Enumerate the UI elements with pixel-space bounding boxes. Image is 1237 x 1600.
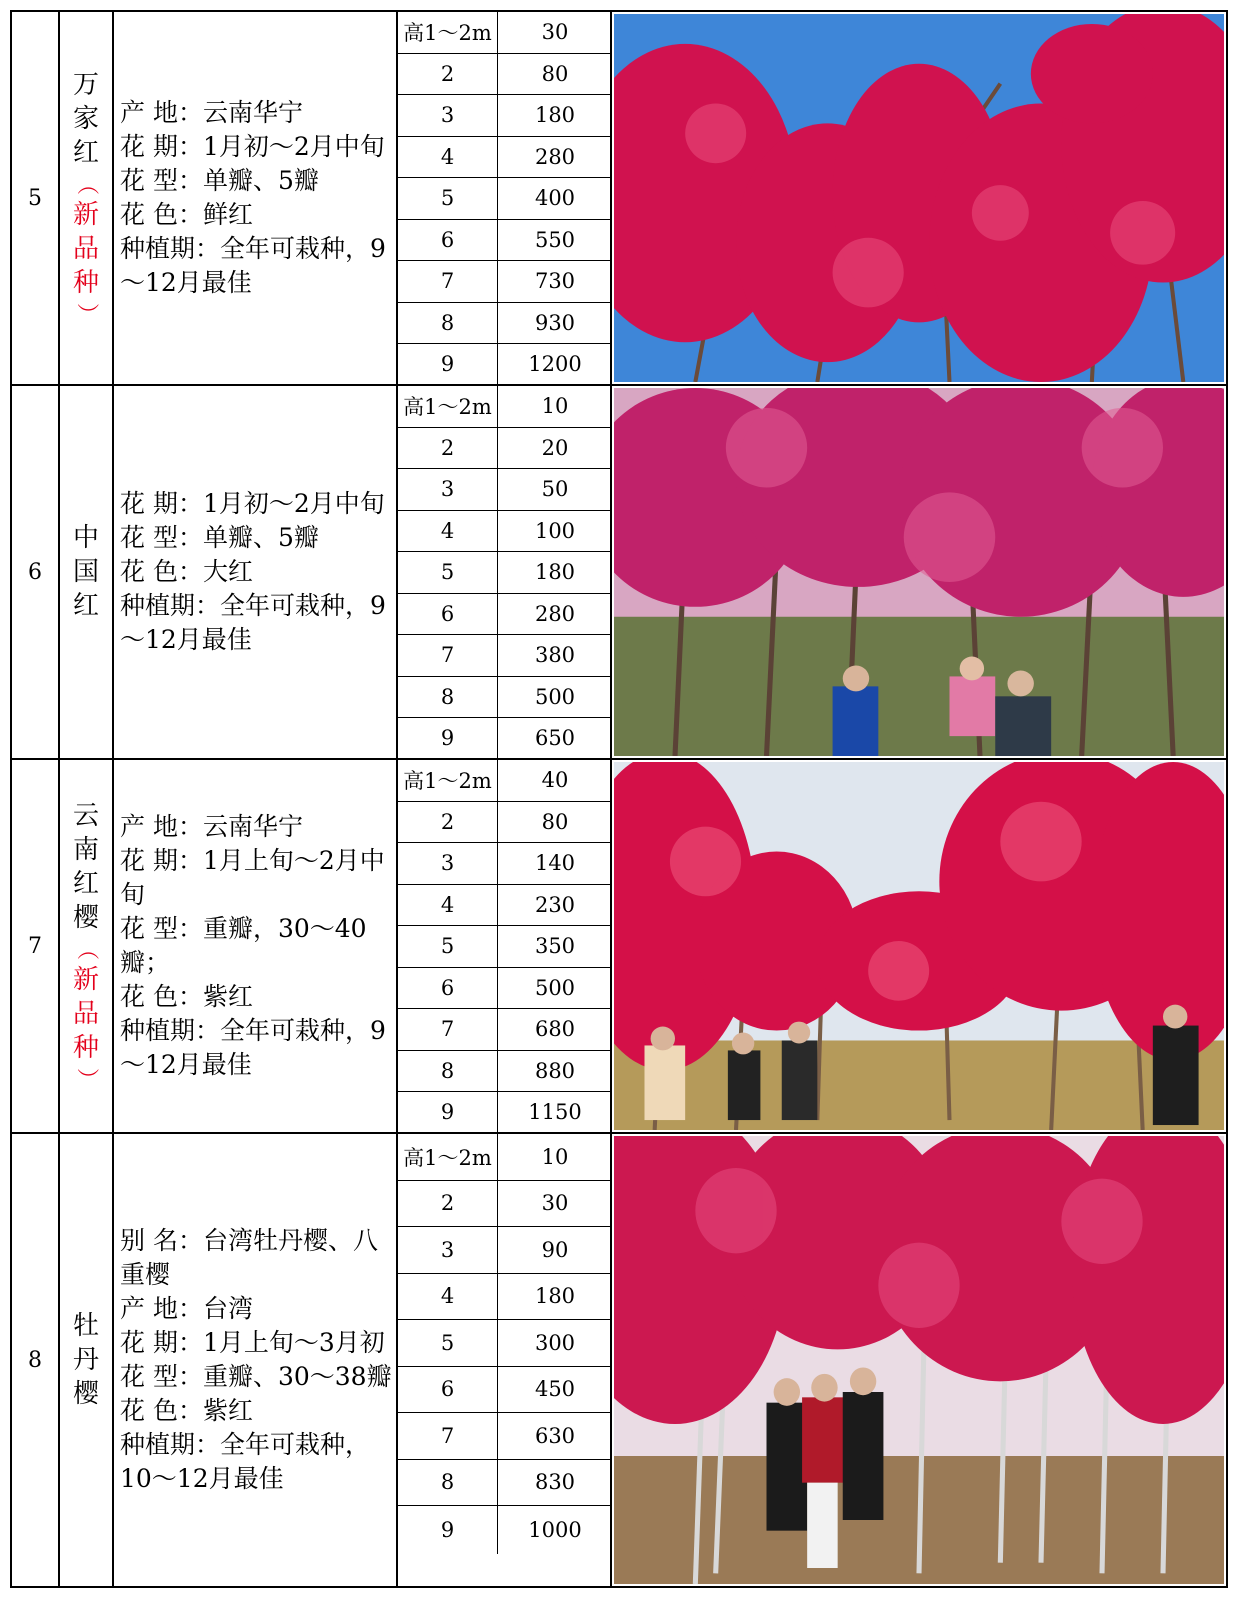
spec-row [398,635,612,677]
description [120,96,392,300]
spec-row [398,95,612,137]
variety-row [12,12,1226,386]
spec-price-grid [398,386,612,758]
spec-row [398,344,612,384]
variety-name [73,521,99,623]
price: 680 [534,1017,576,1042]
price: 880 [534,1058,576,1083]
desc-line: 产 地：台湾 [120,1294,253,1323]
price: 180 [534,1284,576,1309]
desc-line: 花 型：单瓣、5瓣 [120,166,319,195]
height-spec: 4 [398,885,498,926]
price: 280 [534,601,576,626]
variety-photo-cell [612,12,1226,384]
price: 50 [541,477,569,502]
desc-line: 花 色：紫红 [120,982,253,1011]
height-spec: 高1～2m [398,12,498,53]
cherry-orchard-photo [614,762,1224,1130]
height-spec: 3 [398,95,498,136]
row-number: 8 [12,1134,60,1586]
desc-line: 花 色：紫红 [120,1396,253,1425]
spec-row [398,1227,612,1274]
height-spec: 4 [398,1274,498,1320]
name-char: 樱 [72,1379,99,1409]
desc-line: 花 型：重瓣、30～38瓣 [120,1362,392,1391]
desc-line: 花 色：鲜红 [120,200,253,229]
spec-row [398,1506,612,1554]
description-cell [114,386,398,758]
name-char: 红 [72,869,99,899]
price: 180 [534,560,576,585]
peony-cherry-photo [614,1136,1224,1584]
desc-line: 种植期：全年可栽种，10～12月最佳 [120,1430,371,1493]
name-char: 南 [72,835,99,865]
name-char: 红 [72,138,99,168]
price: 30 [541,1191,569,1216]
price: 380 [534,643,576,668]
spec-row [398,1367,612,1414]
variety-name-cell [60,1134,114,1586]
height-spec: 9 [398,1506,498,1554]
spec-row [398,1051,612,1093]
height-spec: 8 [398,1051,498,1092]
spec-row [398,552,612,594]
height-spec: 3 [398,469,498,510]
tag-paren-close: ） [73,302,99,326]
variety-photo-cell [612,760,1226,1132]
price: 80 [541,61,569,86]
price: 1150 [528,1100,582,1124]
spec-row [398,178,612,220]
spec-price-grid [398,1134,612,1586]
height-spec: 2 [398,428,498,469]
price: 500 [534,684,576,709]
spec-row [398,303,612,345]
height-spec: 6 [398,1367,498,1413]
price: 450 [534,1377,576,1402]
cherry-tree-photo [614,14,1224,382]
height-spec: 8 [398,677,498,718]
name-char: 红 [72,591,99,621]
variety-name [73,799,99,1093]
desc-line: 花 色：大红 [120,557,253,586]
height-spec: 5 [398,178,498,219]
spec-row [398,594,612,636]
desc-line: 花 期：1月初～2月中旬 [120,489,385,518]
spec-row [398,968,612,1010]
variety-name [73,1309,99,1411]
spec-row [398,1320,612,1367]
name-char: 万 [72,70,99,100]
new-variety-tag-char: 种 [72,268,99,298]
height-spec: 高1～2m [398,1134,498,1180]
name-char: 中 [72,523,99,553]
spec-row [398,137,612,179]
name-char: 牡 [72,1311,99,1341]
spec-row [398,386,612,428]
height-spec: 4 [398,511,498,552]
spec-row [398,843,612,885]
height-spec: 9 [398,1092,498,1132]
price: 100 [534,518,576,543]
spec-row [398,677,612,719]
spec-row [398,1413,612,1460]
price: 280 [534,144,576,169]
spec-row [398,926,612,968]
height-spec: 8 [398,1460,498,1506]
desc-line: 产 地：云南华宁 [120,98,303,127]
desc-line: 别 名：台湾牡丹樱、八重樱 [120,1226,378,1289]
variety-name [73,68,99,328]
height-spec: 高1～2m [398,386,498,427]
height-spec: 6 [398,968,498,1009]
spec-row [398,760,612,802]
desc-line: 花 期：1月初～2月中旬 [120,132,385,161]
spec-row [398,261,612,303]
spec-row [398,1009,612,1051]
price: 10 [541,1144,569,1169]
height-spec: 5 [398,926,498,967]
price: 930 [534,310,576,335]
spec-row [398,1092,612,1132]
desc-line: 花 期：1月上旬～3月初 [120,1328,385,1357]
description-cell [114,760,398,1132]
height-spec: 7 [398,261,498,302]
spec-row [398,718,612,758]
spec-row [398,1134,612,1181]
description [120,810,392,1082]
variety-photo-cell [612,386,1226,758]
spec-row [398,220,612,262]
variety-row [12,386,1226,760]
height-spec: 2 [398,1181,498,1227]
height-spec: 6 [398,594,498,635]
name-char: 樱 [72,903,99,933]
spec-price-grid [398,760,612,1132]
name-char: 云 [72,801,99,831]
spec-row [398,469,612,511]
height-spec: 4 [398,137,498,178]
spec-row [398,1460,612,1507]
desc-line: 产 地：云南华宁 [120,812,303,841]
variety-row [12,760,1226,1134]
variety-row [12,1134,1226,1586]
spec-row [398,12,612,54]
description-cell [114,1134,398,1586]
cherry-grove-photo [614,388,1224,756]
height-spec: 8 [398,303,498,344]
desc-line: 种植期：全年可栽种，9～12月最佳 [120,234,386,297]
height-spec: 高1～2m [398,760,498,801]
tag-paren-open: （ [73,172,99,196]
height-spec: 3 [398,843,498,884]
spec-row [398,511,612,553]
row-number: 7 [12,760,60,1132]
tag-paren-close: ） [73,1067,99,1091]
price: 180 [534,103,576,128]
spec-price-grid [398,12,612,384]
price: 1000 [528,1518,582,1542]
price: 500 [534,975,576,1000]
price: 40 [541,768,569,793]
desc-line: 花 期：1月上旬～2月中旬 [120,846,385,909]
price: 350 [534,934,576,959]
catalog-table [10,10,1228,1588]
spec-row [398,428,612,470]
price: 90 [541,1237,569,1262]
price: 80 [541,809,569,834]
price: 650 [534,726,576,750]
desc-line: 花 型：重瓣，30～40瓣； [120,914,367,977]
price: 20 [541,435,569,460]
height-spec: 7 [398,635,498,676]
new-variety-tag-char: 品 [72,999,99,1029]
name-char: 丹 [72,1345,99,1375]
height-spec: 6 [398,220,498,261]
name-char: 国 [72,557,99,587]
spec-row [398,1274,612,1321]
name-char: 家 [72,104,99,134]
height-spec: 5 [398,1320,498,1366]
price: 830 [534,1470,576,1495]
price: 230 [534,892,576,917]
height-spec: 3 [398,1227,498,1273]
row-number: 6 [12,386,60,758]
price: 550 [534,227,576,252]
variety-name-cell [60,760,114,1132]
spec-row [398,802,612,844]
price: 10 [541,394,569,419]
desc-line: 种植期：全年可栽种，9～12月最佳 [120,1016,386,1079]
new-variety-tag-char: 种 [72,1033,99,1063]
height-spec: 5 [398,552,498,593]
spec-row [398,54,612,96]
description [120,1224,392,1496]
description [120,487,392,657]
price: 30 [541,20,569,45]
price: 630 [534,1423,576,1448]
height-spec: 7 [398,1413,498,1459]
description-cell [114,12,398,384]
height-spec: 2 [398,54,498,95]
desc-line: 种植期：全年可栽种，9～12月最佳 [120,591,386,654]
height-spec: 9 [398,718,498,758]
tag-paren-open: （ [73,937,99,961]
new-variety-tag-char: 新 [72,200,99,230]
variety-name-cell [60,386,114,758]
height-spec: 7 [398,1009,498,1050]
new-variety-tag-char: 新 [72,965,99,995]
variety-name-cell [60,12,114,384]
spec-row [398,1181,612,1228]
variety-photo-cell [612,1134,1226,1586]
desc-line: 花 型：单瓣、5瓣 [120,523,319,552]
spec-row [398,885,612,927]
row-number: 5 [12,12,60,384]
price: 400 [534,186,576,211]
price: 140 [534,851,576,876]
price: 730 [534,269,576,294]
price: 1200 [528,352,582,376]
height-spec: 9 [398,344,498,384]
new-variety-tag-char: 品 [72,234,99,264]
height-spec: 2 [398,802,498,843]
price: 300 [534,1330,576,1355]
